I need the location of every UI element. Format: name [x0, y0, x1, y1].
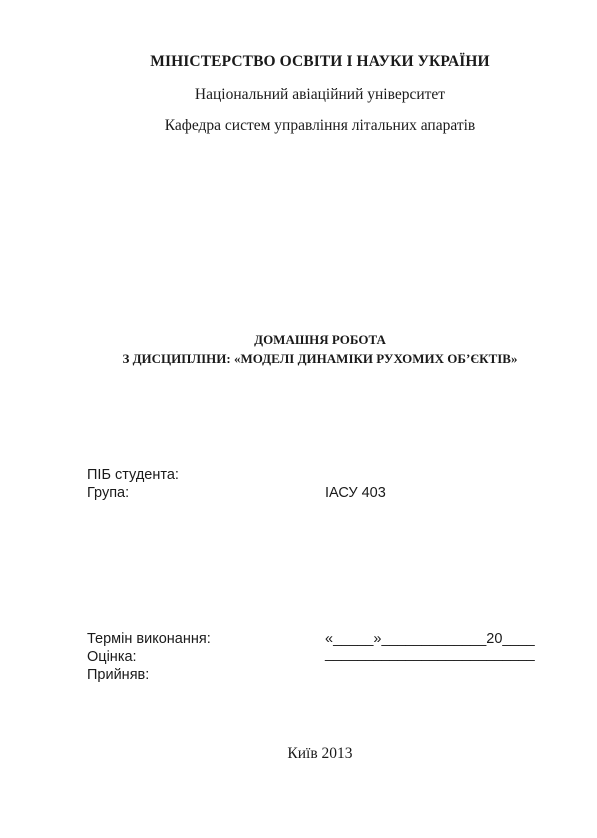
group-value: ІАСУ 403: [325, 485, 386, 501]
discipline-title: З ДИСЦИПЛІНИ: «МОДЕЛІ ДИНАМІКИ РУХОМИХ ОБ’ЄКТІВ»: [122, 351, 518, 366]
group-label: Група:: [87, 485, 130, 501]
work-type-title: ДОМАШНЯ РОБОТА: [254, 332, 386, 347]
deadline-label: Термін виконання:: [87, 631, 211, 647]
deadline-value: «_____»_____________20____: [325, 631, 535, 647]
student-name-label: ПІБ студента:: [87, 467, 179, 483]
department-name: Кафедра систем управління літальних апаратів: [164, 117, 476, 134]
grade-label: Оцінка:: [87, 649, 137, 665]
ministry-heading: МІНІСТЕРСТВО ОСВІТИ І НАУКИ УКРАЇНИ: [150, 53, 490, 70]
grade-value: __________________________: [325, 646, 535, 662]
city-year: Київ 2013: [287, 745, 353, 762]
university-name: Національний авіаційний університет: [194, 86, 446, 103]
accepted-label: Прийняв:: [87, 667, 150, 683]
